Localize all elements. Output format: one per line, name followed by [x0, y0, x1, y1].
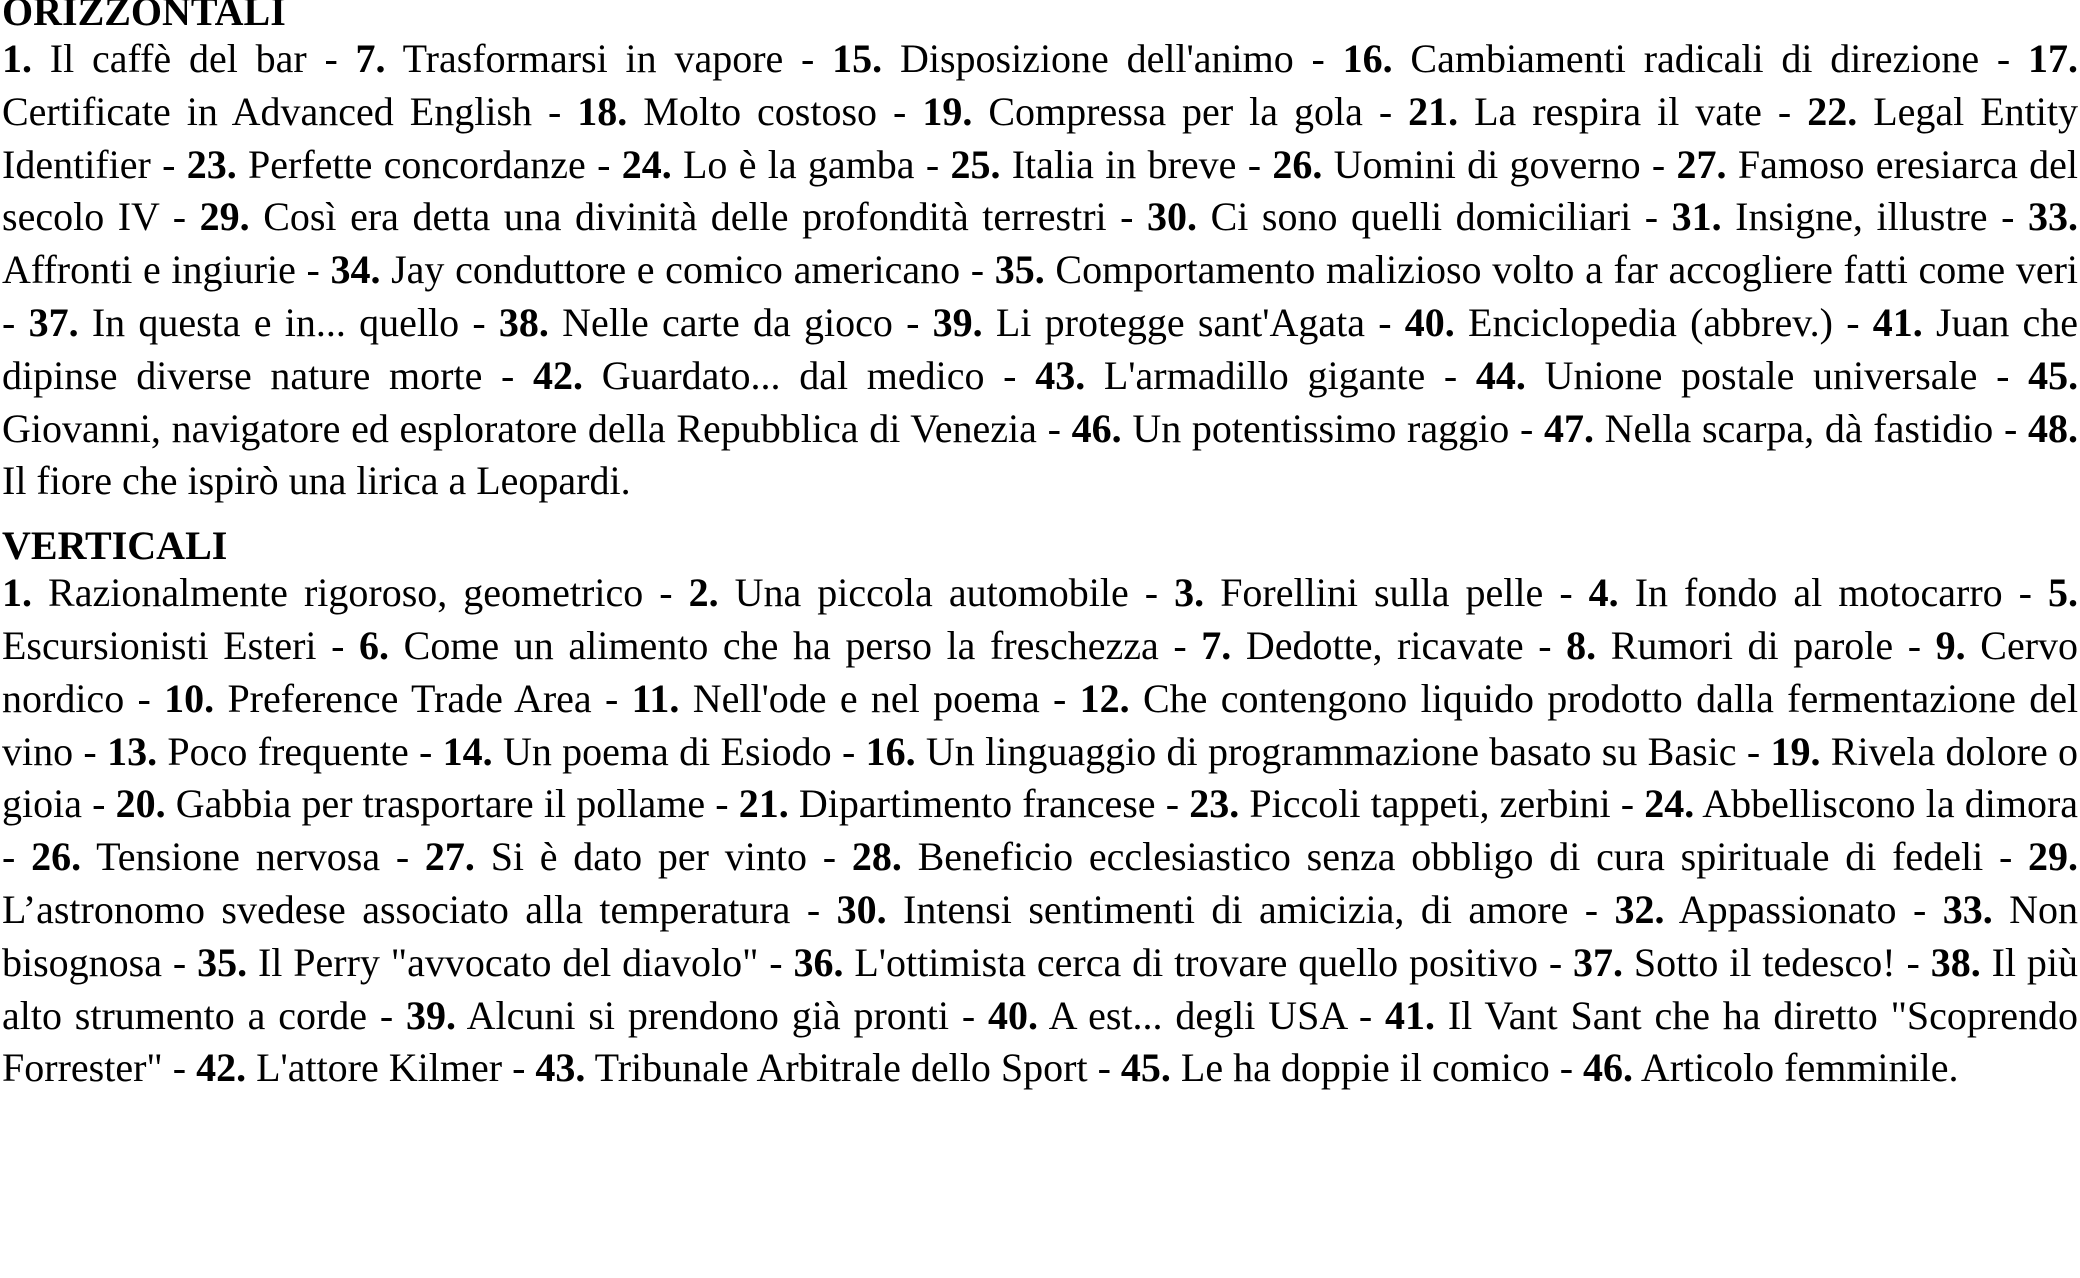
clue-separator: -: [1987, 194, 2028, 240]
clue-text: Rumori di parole: [1610, 622, 1894, 668]
clue-separator: -: [1896, 886, 1943, 932]
clue-item: [837, 887, 1569, 932]
orizzontali-clue-list: [2, 33, 2078, 508]
clue-separator: -: [306, 36, 356, 81]
clue-text: Nella scarpa, dà fastidio: [1604, 405, 1994, 451]
clue-item: [922, 89, 1363, 134]
clue-item: [689, 570, 1129, 615]
clue-number: 47.: [1543, 405, 1594, 451]
clue-number: 15.: [832, 36, 883, 81]
clue-number: 48.: [2028, 405, 2078, 451]
clue-number: 42.: [196, 1045, 247, 1091]
clue-text: Una piccola automobile: [734, 570, 1129, 616]
clue-number: 22.: [1807, 88, 1858, 134]
clue-text: Un poema di Esiodo: [502, 728, 832, 774]
clue-item: [499, 300, 893, 345]
clue-text: Rivela dolore o gioia: [2, 728, 2079, 827]
clue-number: 7.: [355, 36, 386, 81]
clue-text: L'attore Kilmer: [256, 1045, 503, 1091]
clue-text: Si è dato per vinto: [490, 834, 807, 880]
clue-item: [1147, 194, 1631, 239]
clue-item: [533, 353, 984, 398]
clue-text: Guardato... dal medico: [601, 352, 985, 398]
clue-item: [933, 300, 1365, 345]
clue-separator: -: [1509, 405, 1544, 451]
clue-number: 10.: [164, 675, 215, 721]
clue-item: [164, 676, 592, 721]
clue-separator: -: [1039, 675, 1080, 721]
clue-separator: -: [831, 728, 866, 774]
clue-text: Cervo nordico: [2, 622, 2079, 721]
clue-item: [359, 623, 1159, 668]
clue-number: 30.: [1147, 194, 1198, 240]
clue-text: Il Perry "avvocato del diavolo": [257, 939, 759, 985]
clue-number: 38.: [1930, 939, 1981, 985]
clue-item: [1566, 623, 1893, 668]
clue-number: 46.: [1583, 1045, 1634, 1091]
clue-number: 37.: [28, 299, 79, 345]
clue-item: [1035, 353, 1425, 398]
clue-text: Poco frequente: [167, 728, 409, 774]
clue-separator: -: [1893, 622, 1936, 668]
clue-separator: -: [459, 299, 499, 345]
clue-separator: -: [949, 992, 988, 1038]
clue-number: 16.: [1342, 36, 1393, 81]
clue-number: 29.: [199, 194, 250, 240]
clue-text: Affronti e ingiurie: [2, 247, 296, 293]
clue-number: 23.: [186, 141, 237, 187]
clue-text: Preference Trade Area: [227, 675, 592, 721]
clue-text: Li protegge sant'Agata: [995, 299, 1365, 345]
clue-separator: -: [984, 352, 1036, 398]
clue-separator: -: [1895, 939, 1931, 985]
clue-item: [200, 194, 1107, 239]
clue-item: [29, 300, 460, 345]
clue-number: 32.: [1614, 886, 1665, 932]
clue-separator: -: [2, 834, 32, 880]
clue-separator: -: [482, 352, 534, 398]
clue-number: 17.: [2027, 36, 2078, 81]
clue-item: [1644, 781, 2078, 826]
clue-item: [187, 142, 586, 187]
clue-item: [443, 729, 832, 774]
clue-number: 14.: [442, 728, 493, 774]
clue-number: 31.: [1671, 194, 1722, 240]
clue-number: 44.: [1475, 352, 1526, 398]
clue-text: Alcuni si prendono già pronti: [466, 992, 949, 1038]
clue-text: Piccoli tappeti, zerbini: [1249, 781, 1611, 827]
clue-number: 39.: [406, 992, 457, 1038]
clue-text: Articolo femminile.: [1640, 1045, 1959, 1091]
clue-item: [1121, 1045, 1550, 1090]
clue-separator: -: [806, 834, 852, 880]
clue-number: 12.: [1079, 675, 1130, 721]
clue-text: Che contengono liquido prodotto dalla fermentazione del vino: [2, 675, 2079, 774]
clue-separator: -: [73, 728, 108, 774]
clue-item: [632, 676, 1040, 721]
clue-number: 39.: [932, 299, 983, 345]
clue-item: [1272, 142, 1640, 187]
clue-separator: -: [960, 247, 995, 293]
clue-item: [988, 993, 1346, 1038]
clue-text: Nelle carte da gioco: [562, 299, 893, 345]
clue-separator: -: [1523, 622, 1567, 668]
clue-text: L'armadillo gigante: [1103, 352, 1426, 398]
clue-separator: -: [1993, 405, 2028, 451]
clue-number: 3.: [1174, 570, 1205, 616]
clue-number: 41.: [1872, 299, 1923, 345]
verticali-clue-list: [2, 567, 2078, 1095]
clue-text: Beneficio ecclesiastico senza obbligo di cura spirituale di fedeli: [917, 834, 1984, 880]
clue-separator: -: [1158, 622, 1202, 668]
clue-item: [356, 36, 784, 81]
clue-separator: -: [295, 247, 331, 293]
clue-text: Cambiamenti radicali di direzione: [1410, 36, 1980, 81]
clue-number: 45.: [1120, 1045, 1171, 1091]
clue-separator: -: [914, 141, 951, 187]
clue-text: Comportamento malizioso volto a far accogliere fatti come veri: [1055, 247, 2079, 293]
clue-number: 21.: [1408, 88, 1459, 134]
clue-number: 26.: [1272, 141, 1323, 187]
clue-number: 41.: [1384, 992, 1435, 1038]
clue-item: [197, 940, 758, 985]
clue-item: [1201, 623, 1523, 668]
clue-separator: -: [316, 622, 360, 668]
clue-item: [1672, 194, 1988, 239]
clue-separator: -: [408, 728, 443, 774]
clue-separator: -: [1631, 194, 1672, 240]
clue-number: 7.: [1201, 622, 1232, 668]
clue-separator: -: [81, 781, 116, 827]
clue-separator: -: [380, 834, 425, 880]
clue-number: 4.: [1588, 570, 1619, 616]
clue-text: Jay conduttore e comico americano: [391, 247, 961, 293]
clue-item: [1408, 89, 1762, 134]
clue-item: [995, 247, 2078, 292]
clue-number: 30.: [836, 886, 887, 932]
clue-item: [1174, 570, 1543, 615]
clue-separator: -: [1365, 299, 1405, 345]
clue-separator: -: [892, 299, 933, 345]
clue-number: 43.: [1035, 352, 1086, 398]
clue-text: Così era detta una divinità delle profondità terrestri: [263, 194, 1107, 240]
clue-text: Dipartimento francese: [798, 781, 1156, 827]
clue-number: 23.: [1189, 781, 1240, 827]
clue-text: Molto costoso: [643, 88, 878, 134]
clue-text: Il fiore che ispirò una lirica a Leopardi.: [2, 458, 631, 504]
clue-separator: -: [1832, 299, 1873, 345]
clue-item: [2, 36, 307, 81]
clue-text: Insigne, illustre: [1735, 194, 1988, 240]
clue-item: [196, 1045, 502, 1090]
clue-number: 25.: [950, 141, 1001, 187]
clue-separator: -: [783, 36, 833, 81]
clue-item: [950, 142, 1236, 187]
clue-text: Escursionisti Esteri: [2, 622, 317, 668]
clue-number: 27.: [424, 834, 475, 880]
clue-item: [425, 834, 807, 879]
clue-item: [866, 729, 1737, 774]
clue-number: 26.: [31, 834, 82, 880]
clue-item: [1589, 570, 2003, 615]
clue-text: In fondo al motocarro: [1634, 570, 2003, 616]
clue-separator: -: [532, 88, 578, 134]
clue-separator: -: [705, 781, 739, 827]
clue-item: [1544, 406, 1993, 451]
clue-text: Gabbia per trasportare il pollame: [175, 781, 706, 827]
clue-text: Compressa per la gola: [988, 88, 1363, 134]
clue-text: Come un alimento che ha perso la freschezza: [403, 622, 1159, 668]
clue-text: Il più alto strumento a corde: [2, 939, 2079, 1038]
clue-separator: -: [1036, 405, 1072, 451]
clue-separator: -: [159, 194, 200, 240]
clue-separator: -: [1128, 570, 1175, 616]
clue-item: [832, 36, 1294, 81]
clue-text: Forellini sulla pelle: [1220, 570, 1544, 616]
clue-number: 36.: [793, 939, 844, 985]
clue-separator: -: [1568, 886, 1615, 932]
clue-number: 6.: [359, 622, 390, 668]
clue-separator: -: [643, 570, 689, 616]
clue-number: 11.: [631, 675, 680, 721]
clue-item: [330, 247, 960, 292]
clue-number: 18.: [577, 88, 628, 134]
clue-text: Nell'ode e nel poema: [692, 675, 1040, 721]
clue-separator: -: [1640, 141, 1677, 187]
clue-text: Tribunale Arbitrale dello Sport: [594, 1045, 1088, 1091]
clue-separator: -: [502, 1045, 536, 1091]
clue-number: 46.: [1071, 405, 1122, 451]
clue-number: 33.: [1942, 886, 1993, 932]
clue-text: Non bisognosa: [2, 886, 2079, 985]
clue-separator: -: [1979, 36, 2028, 81]
clue-number: 8.: [1566, 622, 1597, 668]
clue-number: 20.: [115, 781, 166, 827]
clue-number: 38.: [498, 299, 549, 345]
clue-separator: -: [367, 992, 407, 1038]
clue-separator: -: [2002, 570, 2049, 616]
clue-text: Ci sono quelli domiciliari: [1210, 194, 1632, 240]
clue-text: Perfette concordanze: [248, 141, 586, 187]
clue-separator: -: [2, 299, 29, 345]
clue-text: Certificate in Advanced English: [2, 88, 533, 134]
clue-number: 13.: [107, 728, 158, 774]
clue-item: [1189, 781, 1610, 826]
clue-item: [1615, 887, 1897, 932]
clue-text: Un potentissimo raggio: [1132, 405, 1510, 451]
clue-text: Il Vant Sant che ha diretto "Scoprendo Forrester": [2, 992, 2079, 1091]
clue-text: Famoso eresiarca del secolo IV: [2, 141, 2079, 240]
clue-separator: -: [1106, 194, 1148, 240]
clue-separator: -: [877, 88, 923, 134]
clue-number: 21.: [738, 781, 789, 827]
clue-text: Disposizione dell'animo: [899, 36, 1294, 81]
clue-separator: -: [1293, 36, 1343, 81]
clue-separator: -: [162, 939, 198, 985]
clue-text: Legal Entity Identifier: [2, 88, 2078, 187]
clue-number: 35.: [197, 939, 248, 985]
clue-text: A est... degli USA: [1048, 992, 1346, 1038]
clue-number: 45.: [2028, 352, 2079, 398]
clue-number: 24.: [621, 141, 672, 187]
clue-item: [1476, 353, 1977, 398]
clue-separator: -: [1537, 939, 1574, 985]
clue-separator: -: [150, 141, 187, 187]
clue-item: [1072, 406, 1510, 451]
clue-text: Le ha doppie il comico: [1180, 1045, 1550, 1091]
clue-item: [2, 570, 643, 615]
clue-number: 2.: [688, 570, 719, 616]
clue-item: [31, 834, 380, 879]
clue-text: Enciclopedia (abbrev.): [1468, 299, 1833, 345]
clue-number: 43.: [535, 1045, 586, 1091]
clue-separator: -: [1543, 570, 1589, 616]
clue-text: Juan che dipinse diverse nature morte: [2, 299, 2079, 398]
clue-separator: -: [124, 675, 165, 721]
clue-number: 27.: [1676, 141, 1727, 187]
clue-separator: -: [1736, 728, 1771, 774]
clue-number: 9.: [1935, 622, 1966, 668]
clue-item: [622, 142, 915, 187]
clue-separator: -: [1549, 1045, 1584, 1091]
clue-separator: -: [1977, 352, 2029, 398]
clue-separator: -: [1761, 88, 1808, 134]
clue-separator: -: [1362, 88, 1409, 134]
clue-item: [577, 89, 877, 134]
clue-item: [1343, 36, 1979, 81]
clue-text: Lo è la gamba: [682, 141, 915, 187]
clue-item: [116, 781, 705, 826]
clue-number: 40.: [1404, 299, 1455, 345]
clue-item: [1573, 940, 1896, 985]
clue-number: 34.: [330, 247, 381, 293]
clue-text: Razionalmente rigoroso, geometrico: [48, 570, 644, 616]
clue-separator: -: [1983, 834, 2029, 880]
clue-separator: -: [1087, 1045, 1121, 1091]
clue-number: 1.: [2, 36, 32, 81]
clue-text: Unione postale universale: [1544, 352, 1978, 398]
clue-separator: -: [585, 141, 622, 187]
clue-text: L'ottimista cerca di trovare quello positivo: [854, 939, 1538, 985]
clue-text: Intensi sentimenti di amicizia, di amore: [903, 886, 1569, 932]
clue-item: [852, 834, 1983, 879]
orizzontali-heading: ORIZZONTALI: [2, 0, 286, 34]
crossword-clues-page: [2, 0, 2078, 1095]
clue-separator: -: [1236, 141, 1273, 187]
clue-number: 29.: [2028, 834, 2079, 880]
clue-text: In questa e in... quello: [91, 299, 460, 345]
clue-text: Dedotte, ricavate: [1245, 622, 1524, 668]
section-gap: [2, 508, 2078, 525]
clue-number: 19.: [1770, 728, 1821, 774]
clue-text: Trasformarsi in vapore: [402, 36, 784, 81]
clue-item: [793, 940, 1537, 985]
clue-item: [1405, 300, 1833, 345]
clue-item: [107, 729, 409, 774]
clue-separator: -: [1155, 781, 1190, 827]
clue-number: 40.: [987, 992, 1038, 1038]
clue-number: 24.: [1644, 781, 1695, 827]
clue-number: 35.: [994, 247, 1045, 293]
clue-number: 5.: [2048, 570, 2079, 616]
clue-number: 37.: [1573, 939, 1624, 985]
clue-text: Giovanni, navigatore ed esploratore della Repubblica di Venezia: [2, 405, 1037, 451]
clue-text: La respira il vate: [1474, 88, 1762, 134]
clue-number: 42.: [533, 352, 584, 398]
clue-text: Appassionato: [1678, 886, 1897, 932]
clue-item: [535, 1045, 1087, 1090]
clue-number: 28.: [851, 834, 902, 880]
clue-text: Uomini di governo: [1333, 141, 1641, 187]
clue-text: L’astronomo svedese associato alla temperatura: [2, 886, 791, 932]
clue-item: [406, 993, 949, 1038]
clue-text: Italia in breve: [1011, 141, 1237, 187]
clue-separator: -: [591, 675, 632, 721]
clue-text: Abbelliscono la dimora: [1702, 781, 2079, 827]
clue-number: 19.: [922, 88, 973, 134]
clue-separator: -: [790, 886, 837, 932]
clue-number: 33.: [2028, 194, 2078, 240]
clue-separator: -: [162, 1045, 197, 1091]
clue-separator: -: [1425, 352, 1476, 398]
clue-separator: -: [1346, 992, 1385, 1038]
clue-separator: -: [1610, 781, 1645, 827]
clue-text: Il caffè del bar: [49, 36, 307, 81]
clue-separator: -: [758, 939, 794, 985]
clue-text: Tensione nervosa: [96, 834, 381, 880]
clue-number: 16.: [865, 728, 916, 774]
verticali-heading: VERTICALI: [2, 523, 228, 569]
clue-text: Sotto il tedesco!: [1633, 939, 1896, 985]
clue-item: [1583, 1045, 1959, 1090]
clue-item: [739, 781, 1156, 826]
clue-number: 1.: [2, 570, 32, 616]
clue-text: Un linguaggio di programmazione basato su Basic: [925, 728, 1737, 774]
